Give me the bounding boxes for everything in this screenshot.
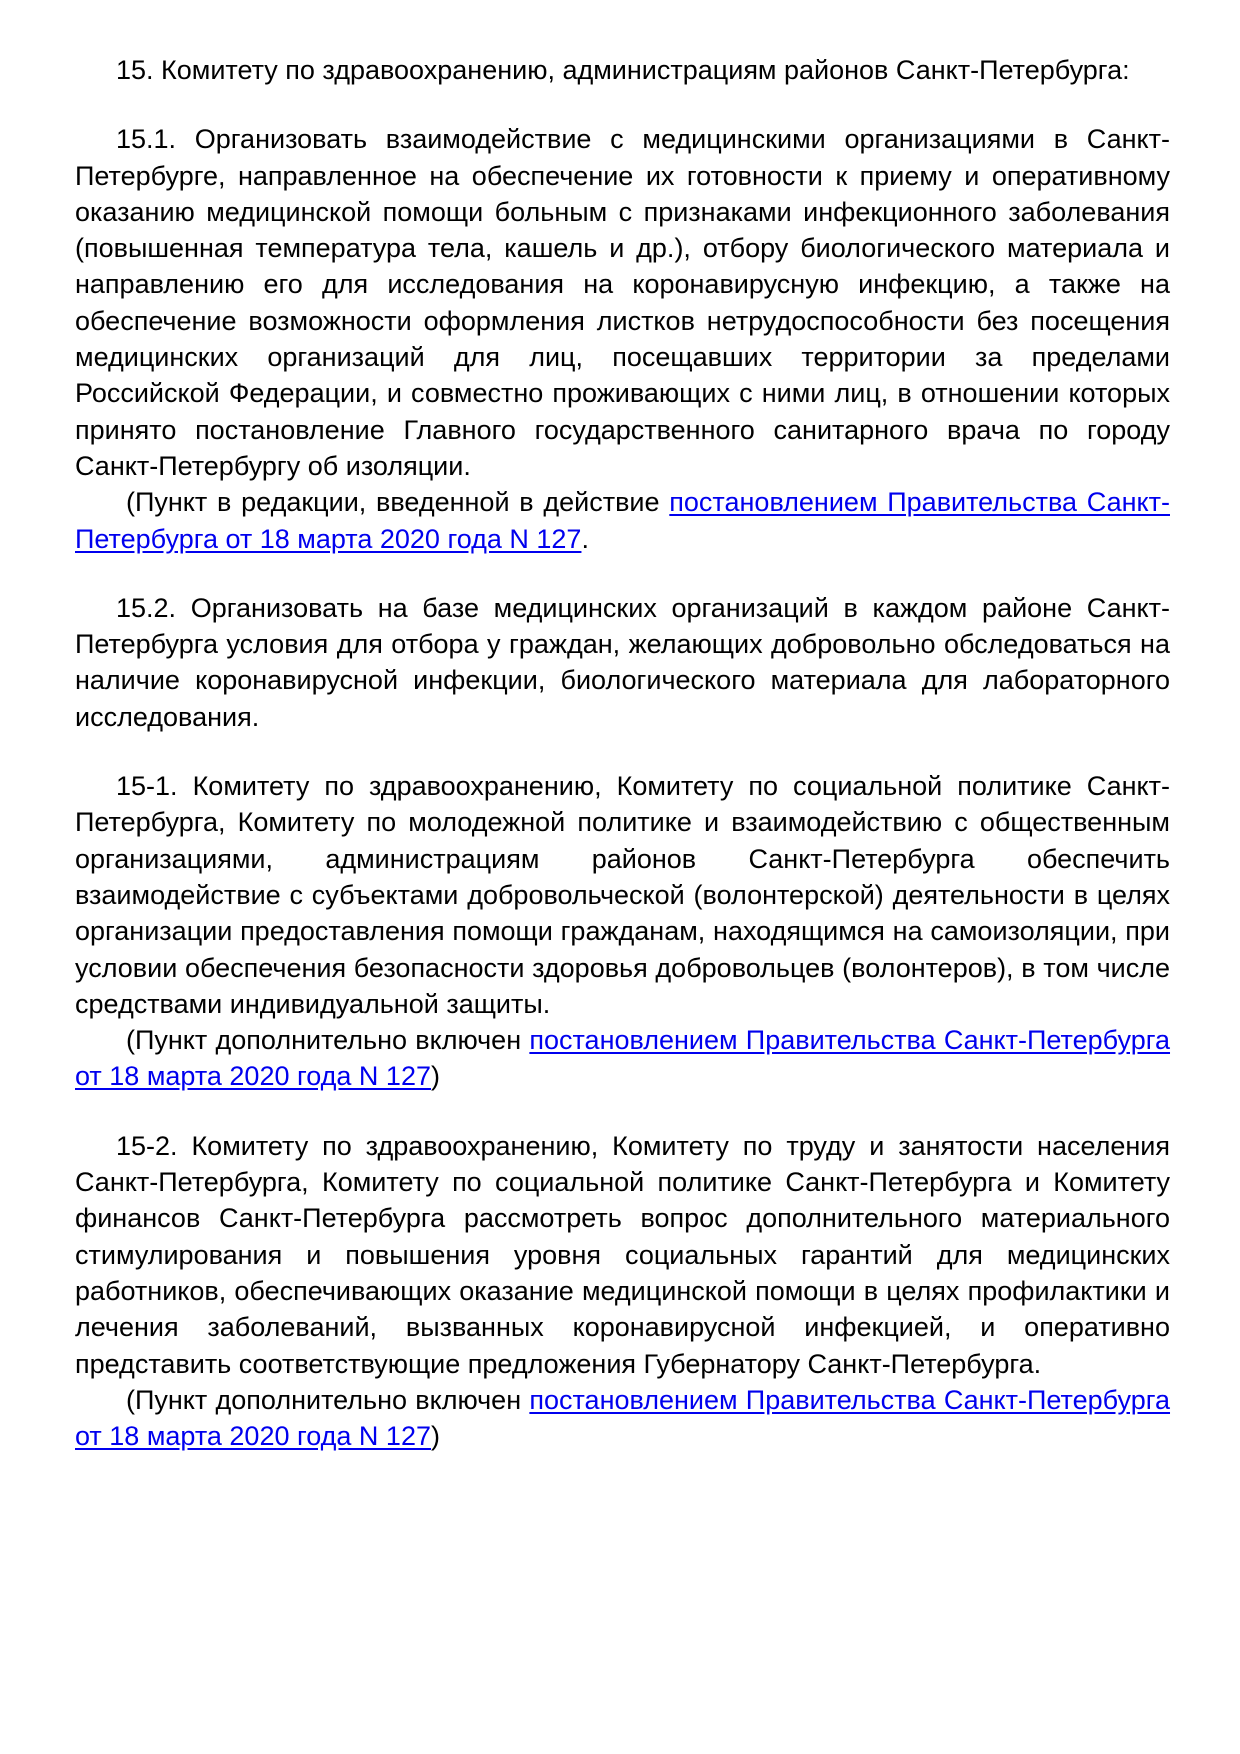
amendment-note-3 <box>75 1382 1170 1455</box>
spacer <box>75 557 1170 590</box>
spacer <box>75 1095 1170 1128</box>
amendment-link-2[interactable]: постановлением Правительства Санкт-Петербурга от 18 марта 2020 года N 127 <box>75 1025 1171 1092</box>
paragraph-15-1: 15.1. Организовать взаимодействие с медицинскими организациями в Санкт-Петербурге, направленное на обеспечение их готовности к приему и оперативному оказанию медицинской помощи больным с признаками инфекционного заболевания (повышенная температура тела, кашель и др.), отбору биологического материала и направлению его для исследования на коронавирусную инфекцию, а также на обеспечение возможности оформления листков нетрудоспособности без посещения медицинских организаций для лиц, посещавших территории за пределами Российской Федерации, и совместно проживающих с ними лиц, в отношении которых принято постановление Главного государственного санитарного врача по городу Санкт-Петербургу об изоляции. <box>75 124 1170 481</box>
amendment-link-3[interactable]: постановлением Правительства Санкт-Петербурга от 18 марта 2020 года N 127 <box>75 1384 1171 1452</box>
amendment-note-3-text: (Пункт дополнительно включен <box>126 1384 530 1415</box>
paragraph-15-2: 15.2. Организовать на базе медицинских организаций в каждом районе Санкт-Петербурга условия для отбора у граждан, желающих добровольно обследоваться на наличие коронавирусной инфекции, биологического материала для лабораторного исследования. <box>75 592 1170 732</box>
amendment-note-2 <box>75 1022 1170 1095</box>
amendment-note-1-tail: . <box>581 523 589 554</box>
amendment-note-2-text: (Пункт дополнительно включен <box>126 1025 530 1056</box>
document-page <box>75 52 1170 1454</box>
amendment-note-3-tail: ) <box>430 1421 440 1452</box>
paragraph-15-dash-1: 15-1. Комитету по здравоохранению, Комитету по социальной политике Санкт-Петербурга, Комитету по молодежной политике и взаимодействию с общественным организациями, администрациям районов Санкт-Петербурга обеспечить взаимодействие с субъектами добровольческой (волонтерской) деятельности в целях организации предоставления помощи гражданам, находящимся на самоизоляции, при условии обеспечения безопасности здоровья добровольцев (волонтеров), в том числе средствами индивидуальной защиты. <box>75 771 1170 1019</box>
amendment-note-1-text: (Пункт в редакции, введенной в действие <box>126 487 670 518</box>
amendment-link-1[interactable]: постановлением Правительства Санкт-Петербурга от 18 марта 2020 года N 127 <box>75 487 1170 554</box>
amendment-note-2-tail: ) <box>430 1061 440 1092</box>
spacer <box>75 735 1170 768</box>
amendment-note-1 <box>75 484 1170 557</box>
spacer <box>75 88 1170 121</box>
paragraph-15: 15. Комитету по здравоохранению, администрациям районов Санкт-Петербурга: <box>116 55 1130 85</box>
paragraph-15-dash-2: 15-2. Комитету по здравоохранению, Комитету по труду и занятости населения Санкт-Петербурга, Комитету по социальной политике Санкт-Петербурга и Комитету финансов Санкт-Петербурга рассмотреть вопрос дополнительного материального стимулирования и повышения уровня социальных гарантий для медицинских работников, обеспечивающих оказание медицинской помощи в целях профилактики и лечения заболеваний, вызванных коронавирусной инфекцией, и оперативно представить соответствующие предложения Губернатору Санкт-Петербурга. <box>75 1130 1170 1379</box>
